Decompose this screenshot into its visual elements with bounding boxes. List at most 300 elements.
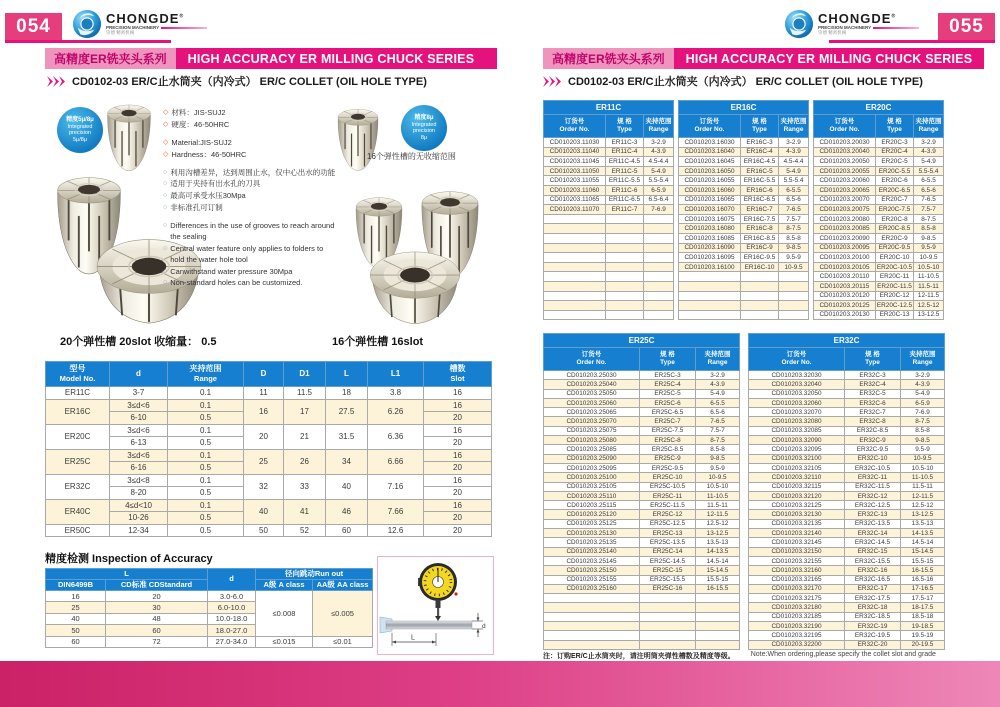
registered-mark: ® [179, 14, 185, 21]
table-cell: CD010203.25040 [544, 380, 640, 389]
logo-globe-icon [72, 9, 102, 39]
column-header: D1 [284, 362, 326, 387]
order-table-er32c [748, 333, 945, 650]
order-note-en: Note:When ordering,please specify the collet slot and grade [750, 651, 936, 658]
order-row [544, 371, 740, 380]
table-cell: 10-9.5 [914, 253, 944, 263]
table-cell: 4-3.9 [696, 380, 740, 389]
table-cell: ER20C-10 [876, 253, 914, 263]
order-row [544, 519, 740, 528]
order-row [679, 262, 809, 272]
order-row [749, 640, 945, 649]
order-row [544, 138, 674, 148]
brand-text [106, 12, 207, 35]
circle-bullet-icon: ○ [163, 204, 168, 212]
order-row [749, 436, 945, 445]
circle-bullet-icon: ○ [163, 222, 168, 229]
order-row [544, 491, 740, 500]
table-cell [640, 622, 696, 631]
order-row [679, 138, 809, 148]
column-header: L [326, 362, 368, 387]
table-cell: CD010203.32095 [749, 445, 845, 454]
circle-bullet-icon: ○ [163, 244, 168, 252]
order-row [814, 138, 944, 148]
table-cell: ER32C-18.5 [845, 612, 901, 621]
order-row [749, 538, 945, 547]
table-cell: ER25C-15.5 [640, 575, 696, 584]
table-cell [544, 640, 640, 649]
order-row [749, 482, 945, 491]
table-cell [644, 281, 674, 291]
table-cell: CD010203.16070 [679, 205, 741, 215]
table-cell: 3-2.9 [696, 371, 740, 380]
circle-bullet-icon: ○ [163, 168, 168, 176]
page-number-rule [5, 40, 171, 43]
table-cell: 11.5-11 [901, 482, 945, 491]
section-title [543, 73, 923, 89]
table-cell: CD010203.25060 [544, 398, 640, 407]
table-cell: 27.0-34.0 [208, 636, 256, 647]
table-cell: 27.5 [326, 399, 368, 424]
table-cell: CD010203.25135 [544, 538, 640, 547]
table-cell: 40 [326, 474, 368, 499]
table-cell: 13.5-13 [901, 519, 945, 528]
table-cell: 40 [244, 499, 284, 524]
order-row [679, 195, 809, 205]
table-cell: 10-9.5 [901, 454, 945, 463]
table-cell: 9-8.5 [696, 454, 740, 463]
table-cell: 14.5-14 [696, 556, 740, 565]
table-cell: ER32C-12.5 [845, 501, 901, 510]
feature-text: 利用沟槽差异，达到周围止水，仅中心出水的功能 [170, 167, 336, 177]
table-cell: ≤0.005 [313, 591, 373, 637]
table-cell: CD010203.11065 [544, 195, 606, 205]
table-cell: CD010203.16100 [679, 262, 741, 272]
table-cell: CD010203.32175 [749, 594, 845, 603]
model-cell: ER40C [46, 499, 110, 524]
table-cell [679, 310, 741, 320]
empty-row [679, 301, 809, 311]
table-title-row [749, 334, 945, 348]
table-cell: ER25C-5 [640, 389, 696, 398]
table-cell: ER16C-5 [741, 166, 779, 176]
table-cell: 5-4.9 [644, 166, 674, 176]
badge-line: Integrated [67, 123, 93, 130]
table-cell: 0.5 [168, 462, 244, 475]
order-row [544, 463, 740, 472]
model-cell: ER25C [46, 449, 110, 474]
order-row [749, 603, 945, 612]
table-cell: CD010203.25125 [544, 519, 640, 528]
table-cell: 18.5-18 [901, 612, 945, 621]
table-cell: CD010203.32130 [749, 510, 845, 519]
table-cell: 14-13.5 [901, 529, 945, 538]
table-title: ER32C [749, 334, 945, 348]
table-head-row [814, 115, 944, 138]
table-cell [741, 272, 779, 282]
chevron-triple-icon [543, 76, 563, 87]
table-cell: ER25C-3 [640, 371, 696, 380]
table-cell: 5-4.9 [901, 389, 945, 398]
table-cell: 32 [244, 474, 284, 499]
table-cell: 3≤d<6 [110, 424, 168, 437]
order-row [544, 473, 740, 482]
order-row [544, 417, 740, 426]
order-row [814, 281, 944, 291]
badge-line: precision [412, 128, 435, 135]
feature-text: Differences in the use of grooves to reach around the sealing [170, 221, 335, 241]
chevron-triple-icon [47, 76, 67, 87]
order-row [749, 566, 945, 575]
table-cell: CD010203.20070 [814, 195, 876, 205]
diamond-bullet-icon: ◇ [163, 150, 169, 158]
table-cell: CD010203.32155 [749, 556, 845, 565]
column-header: 规 格 Type [876, 115, 914, 138]
table-cell: ER20C-12 [876, 291, 914, 301]
column-header: 型号 Model No. [46, 362, 110, 387]
table-cell [644, 262, 674, 272]
feature-list [163, 108, 337, 290]
order-row [814, 157, 944, 167]
order-row [749, 547, 945, 556]
table-cell: CD010203.32040 [749, 380, 845, 389]
table-cell: ER20C-11.5 [877, 282, 912, 290]
order-row [814, 205, 944, 215]
table-cell: CD010203.16080 [679, 224, 741, 234]
table-cell: 18-17.5 [901, 603, 945, 612]
table-cell: 9-8.5 [914, 233, 944, 243]
table-cell [606, 224, 644, 234]
table-cell: ER11C-5.5 [606, 176, 644, 186]
table-cell [640, 631, 696, 640]
feature-item [163, 267, 337, 278]
model-cell: ER32C [46, 474, 110, 499]
table-cell [779, 281, 809, 291]
table-row [46, 449, 492, 462]
table-cell: CD010203.20030 [814, 138, 876, 148]
table-cell [544, 214, 606, 224]
table-cell: 16 [424, 474, 492, 487]
empty-row [544, 253, 674, 263]
table-cell: 4-3.9 [901, 380, 945, 389]
table-cell: CD010203.20090 [814, 233, 876, 243]
table-cell: 15-14.5 [696, 566, 740, 575]
table-cell: ER20C-5.5 [876, 166, 914, 176]
table-cell: ER11C-3 [606, 138, 644, 148]
table-cell [606, 310, 644, 320]
order-row [679, 176, 809, 186]
table-cell: 9.5-9 [696, 463, 740, 472]
table-cell: ER16C-6.5 [741, 195, 779, 205]
table-title-row [679, 101, 809, 115]
table-cell: ER25C-6.5 [640, 408, 696, 417]
table-cell: CD010203.25070 [544, 417, 640, 426]
table-cell: ER32C-17 [845, 584, 901, 593]
order-row [679, 233, 809, 243]
precision-badge-left [57, 107, 103, 153]
order-row [749, 519, 945, 528]
table-cell: 6-10 [110, 412, 168, 425]
column-header: 夹持范围 Range [901, 348, 945, 371]
table-cell: ER25C-10.5 [640, 482, 696, 491]
table-cell: ER11C-4 [606, 147, 644, 157]
footer-band [0, 661, 1000, 707]
order-row [814, 166, 944, 176]
section-title-text: CD0102-03 ER/C止水筒夹（内冷式） ER/C COLLET (OIL HOLE TYPE) [568, 76, 923, 88]
table-cell: CD010203.20085 [814, 224, 876, 234]
table-cell: 6.5-6 [914, 185, 944, 195]
table-cell: ER25C-8.5 [640, 445, 696, 454]
table-cell: CD010203.25105 [544, 482, 640, 491]
table-cell: CD010203.32180 [749, 603, 845, 612]
table-row [46, 387, 492, 400]
table-cell: CD010203.16065 [679, 195, 741, 205]
table-cell: CD010203.32120 [749, 491, 845, 500]
table-cell [741, 281, 779, 291]
table-cell: ER16C-4 [741, 147, 779, 157]
table-cell: CD010203.32160 [749, 566, 845, 575]
table-cell: 11-10.5 [914, 272, 944, 282]
table-cell [644, 291, 674, 301]
table-cell: CD010203.20060 [814, 176, 876, 186]
table-cell: 20 [424, 437, 492, 450]
order-row [749, 510, 945, 519]
table-cell: CD010203.25030 [544, 371, 640, 380]
brand-text [818, 12, 919, 35]
table-cell: CD010203.25075 [544, 426, 640, 435]
table-cell: 48 [106, 613, 208, 624]
table-cell [779, 272, 809, 282]
table-cell: CD010203.32070 [749, 408, 845, 417]
table-cell: ER32C-13 [845, 510, 901, 519]
table-cell: 10.5-10 [696, 482, 740, 491]
feature-item [163, 221, 337, 243]
table-cell: 41 [284, 499, 326, 524]
table-cell: 15.5-15 [696, 575, 740, 584]
table-cell: CD010203.20095 [814, 243, 876, 253]
table-cell: CD010203.32030 [749, 371, 845, 380]
badge-line: 精度5μ/8μ [66, 116, 94, 123]
table-cell: CD010203.25130 [544, 529, 640, 538]
table-cell: 6.5-6 [779, 195, 809, 205]
table-cell: 3≤d<8 [110, 474, 168, 487]
column-header: 订货号 Order No. [679, 115, 741, 138]
table-row [46, 474, 492, 487]
circle-bullet-icon: ○ [163, 279, 168, 287]
order-row [544, 436, 740, 445]
caption-20slot: 20个弹性槽 20slot 收缩量： 0.5 [60, 336, 217, 348]
table-cell: CD010203.11070 [544, 205, 606, 215]
order-row [544, 195, 674, 205]
table-cell: 6.66 [368, 449, 424, 474]
table-cell: CD010203.32100 [749, 454, 845, 463]
order-row [679, 224, 809, 234]
table-cell: CD010203.20120 [814, 291, 876, 301]
table-cell: 16 [244, 399, 284, 424]
table-cell: ER32C-14.5 [845, 538, 901, 547]
brand-name-text: CHONGDE [818, 11, 892, 27]
empty-row [679, 281, 809, 291]
table-cell: CD010203.25065 [544, 408, 640, 417]
table-cell [544, 233, 606, 243]
model-cell: ER20C [46, 424, 110, 449]
column-header: 订货号 Order No. [814, 115, 876, 138]
feature-item [163, 191, 337, 202]
table-cell [779, 310, 809, 320]
order-row [679, 166, 809, 176]
table-cell: 8-20 [110, 487, 168, 500]
table-cell: 16 [424, 387, 492, 400]
table-cell: ER11C-5 [606, 166, 644, 176]
column-header: 订货号 Order No. [544, 115, 606, 138]
table-cell: 5-4.9 [779, 166, 809, 176]
table-cell: 0.5 [168, 524, 244, 537]
feature-text: 适用于夹持有出水孔的刀具 [170, 179, 261, 189]
order-row [814, 233, 944, 243]
table-cell: 50 [46, 625, 106, 636]
table-cell: 6-5.5 [914, 176, 944, 186]
brand-logo [72, 9, 207, 39]
empty-row [544, 622, 740, 631]
table-cell: 30 [106, 602, 208, 613]
table-cell: ER16C-6 [741, 185, 779, 195]
order-row [679, 253, 809, 263]
table-cell: ER25C-16 [640, 584, 696, 593]
page-number: 055 [938, 13, 995, 40]
feature-text: Hardness：46-50HRC [171, 149, 247, 159]
table-cell [644, 233, 674, 243]
table-cell: 14-13.5 [696, 547, 740, 556]
order-row [749, 371, 945, 380]
order-row [544, 185, 674, 195]
table-cell: ER25C-9 [640, 454, 696, 463]
table-cell: ER32C-16 [845, 566, 901, 575]
order-row [749, 473, 945, 482]
table-row [46, 524, 492, 537]
brand-name-cn: 崇德 精密机械 [818, 29, 847, 35]
table-cell: CD010203.16045 [679, 157, 741, 167]
order-row [749, 463, 945, 472]
table-cell: CD010203.25115 [544, 501, 640, 510]
spec-table-head-row [46, 362, 492, 387]
table-cell: ER20C-6 [876, 176, 914, 186]
table-cell: 3-2.9 [779, 138, 809, 148]
badge-line: 8μ [420, 134, 428, 141]
column-header: D [244, 362, 284, 387]
table-cell: 60 [106, 625, 208, 636]
table-cell: 12-34 [110, 524, 168, 537]
table-cell: ER25C-11.5 [640, 501, 696, 510]
table-cell: ER16C-4.5 [741, 157, 779, 167]
table-cell [544, 253, 606, 263]
table-cell: ER32C-15 [845, 547, 901, 556]
table-cell: ER32C-10.5 [845, 463, 901, 472]
order-row [749, 417, 945, 426]
table-cell: ER25C-9.5 [640, 463, 696, 472]
table-title: ER25C [544, 334, 740, 348]
table-cell: CD010203.25140 [544, 547, 640, 556]
order-row [814, 185, 944, 195]
table-cell: 0.5 [168, 437, 244, 450]
table-cell: 9-8.5 [901, 436, 945, 445]
registered-mark: ® [891, 14, 897, 21]
table-cell: CD010203.16050 [679, 166, 741, 176]
order-row [814, 272, 944, 282]
table-row [46, 399, 492, 412]
diamond-bullet-icon: ◇ [163, 120, 169, 128]
brand-name-cn: 崇德 精密机械 [106, 29, 135, 35]
table-cell: 7-6.9 [644, 205, 674, 215]
table-head-row [679, 115, 809, 138]
table-cell: CD010203.32195 [749, 631, 845, 640]
order-row [544, 380, 740, 389]
table-cell: 13-12.5 [696, 529, 740, 538]
order-row [749, 426, 945, 435]
table-cell: 7.66 [368, 499, 424, 524]
table-cell: CD010203.32190 [749, 622, 845, 631]
table-cell: ER20C-12.5 [876, 301, 913, 309]
collet-image-top-view [365, 242, 465, 328]
table-cell: 4.5-4.4 [644, 157, 674, 167]
table-cell: 8-7.5 [779, 224, 809, 234]
column-header: d [208, 569, 256, 591]
table-cell: ER32C-18 [845, 603, 901, 612]
table-cell: 11.5-11 [914, 281, 944, 291]
order-row [544, 584, 740, 593]
table-cell: 6-13 [110, 437, 168, 450]
table-cell: CD010203.16085 [679, 233, 741, 243]
table-cell: 0.5 [168, 487, 244, 500]
empty-row [544, 310, 674, 320]
column-header: AA级 AA class [313, 580, 373, 591]
empty-row [679, 310, 809, 320]
table-cell: ≤0.008 [256, 591, 313, 637]
empty-row [544, 281, 674, 291]
feature-item [163, 278, 337, 289]
table-cell: CD010203.11060 [544, 185, 606, 195]
table-cell: 0.5 [168, 412, 244, 425]
order-row [749, 380, 945, 389]
table-cell [606, 272, 644, 282]
table-cell: ER20C-6.5 [876, 185, 914, 195]
order-row [749, 408, 945, 417]
empty-row [544, 301, 674, 311]
circle-bullet-icon: ○ [163, 192, 168, 200]
table-cell: CD010203.16030 [679, 138, 741, 148]
empty-row [544, 214, 674, 224]
column-header: 夹持范围 Range [779, 115, 809, 138]
table-cell: CD010203.16090 [679, 243, 741, 253]
table-cell: ER11C-4.5 [606, 157, 644, 167]
table-cell: 0.1 [168, 449, 244, 462]
table-cell: CD010203.32135 [749, 519, 845, 528]
table-cell: 20 [244, 424, 284, 449]
table-row [46, 499, 492, 512]
table-cell: CD010203.20130 [814, 310, 876, 320]
image-note: 16个弹性槽的无收缩范围 [367, 152, 456, 161]
page-number: 054 [5, 13, 62, 40]
table-cell: 4-3.9 [914, 147, 944, 157]
table-cell: ER32C-11 [845, 473, 901, 482]
feature-item [163, 120, 337, 131]
table-title: ER11C [544, 101, 674, 115]
table-cell: CD010203.20125 [814, 301, 876, 311]
table-cell [741, 310, 779, 320]
table-cell [696, 603, 740, 612]
table-cell [606, 291, 644, 301]
table-cell [606, 243, 644, 253]
table-cell: ER20C-7.5 [876, 205, 914, 215]
